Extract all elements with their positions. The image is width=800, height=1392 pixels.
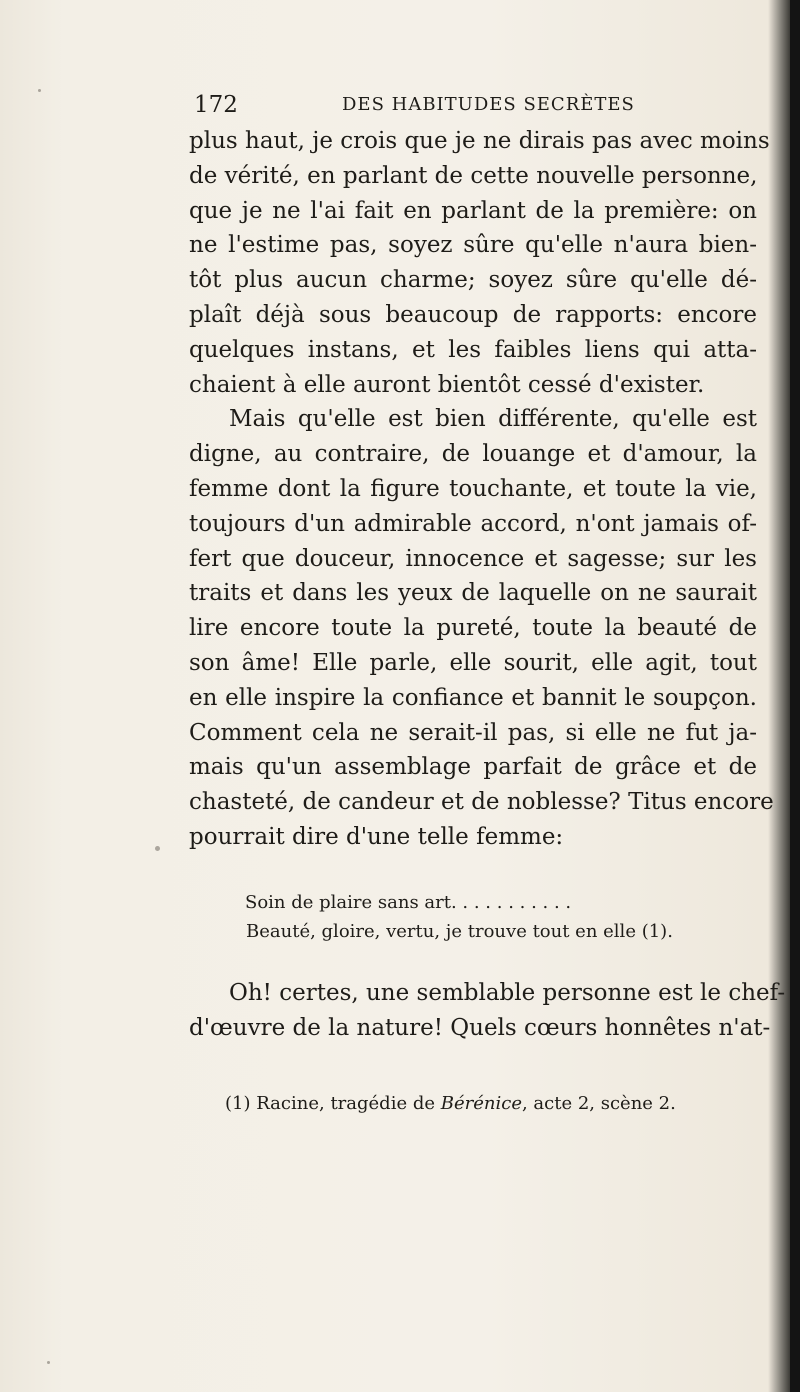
body-line: plus haut, je crois que je ne dirais pas avec moins xyxy=(189,128,770,154)
body-line: que je ne l'ai fait en parlant de la première: on xyxy=(189,197,757,224)
body-line: ne l'estime pas, soyez sûre qu'elle n'aura bien- xyxy=(189,232,757,259)
verse-quotation xyxy=(245,888,673,946)
paper-speck xyxy=(155,846,160,851)
footnote-title: Bérénice xyxy=(440,1093,522,1114)
quote-line: Soin de plaire sans art. . . . . . . . . . . xyxy=(245,892,572,913)
main-text xyxy=(189,124,774,855)
body-line: son âme! Elle parle, elle sourit, elle agit, tout xyxy=(189,649,757,676)
body-line: pourrait dire d'une telle femme: xyxy=(189,823,564,850)
body-line: Comment cela ne serait-il pas, si elle ne fut ja- xyxy=(189,719,757,746)
footnote-prefix: (1) Racine, tragédie de xyxy=(225,1093,441,1114)
body-line: digne, au contraire, de louange et d'amour, la xyxy=(189,441,757,468)
book-spine-edge xyxy=(790,0,800,1392)
body-line: d'œuvre de la nature! Quels cœurs honnêtes n'at- xyxy=(189,1014,771,1041)
body-line: lire encore toute la pureté, toute la beauté de xyxy=(189,615,757,642)
body-line: toujours d'un admirable accord, n'ont jamais of- xyxy=(189,510,757,537)
paper-speck xyxy=(38,89,41,92)
footnote-suffix: , acte 2, scène 2. xyxy=(521,1093,676,1114)
quote-line: Beauté, gloire, vertu, je trouve tout en elle (1). xyxy=(246,921,673,942)
body-line: mais qu'un assemblage parfait de grâce et de xyxy=(189,754,757,781)
body-line: plaît déjà sous beaucoup de rapports: encore xyxy=(189,301,757,328)
body-line: chasteté, de candeur et de noblesse? Titus encore xyxy=(189,789,774,816)
body-line: tôt plus aucun charme; soyez sûre qu'elle dé- xyxy=(189,267,757,294)
body-line: en elle inspire la confiance et bannit le soupçon. xyxy=(189,684,757,711)
body-line: femme dont la figure touchante, et toute la vie, xyxy=(189,475,757,502)
page-number: 172 xyxy=(194,92,238,118)
footnote xyxy=(225,1090,676,1118)
body-line: Mais qu'elle est bien différente, qu'elle est xyxy=(229,406,757,433)
body-line: traits et dans les yeux de laquelle on ne saurait xyxy=(189,580,757,607)
continuation-text xyxy=(189,976,786,1046)
running-head: DES HABITUDES SECRÈTES xyxy=(342,94,635,115)
body-line: quelques instans, et les faibles liens qui atta- xyxy=(189,336,757,363)
body-line: fert que douceur, innocence et sagesse; sur les xyxy=(189,545,757,572)
paper-speck xyxy=(47,1361,50,1364)
body-line: Oh! certes, une semblable personne est le chef- xyxy=(229,980,786,1006)
body-line: chaient à elle auront bientôt cessé d'exister. xyxy=(189,371,705,398)
page-header xyxy=(194,92,749,120)
body-line: de vérité, en parlant de cette nouvelle personne, xyxy=(189,162,758,189)
